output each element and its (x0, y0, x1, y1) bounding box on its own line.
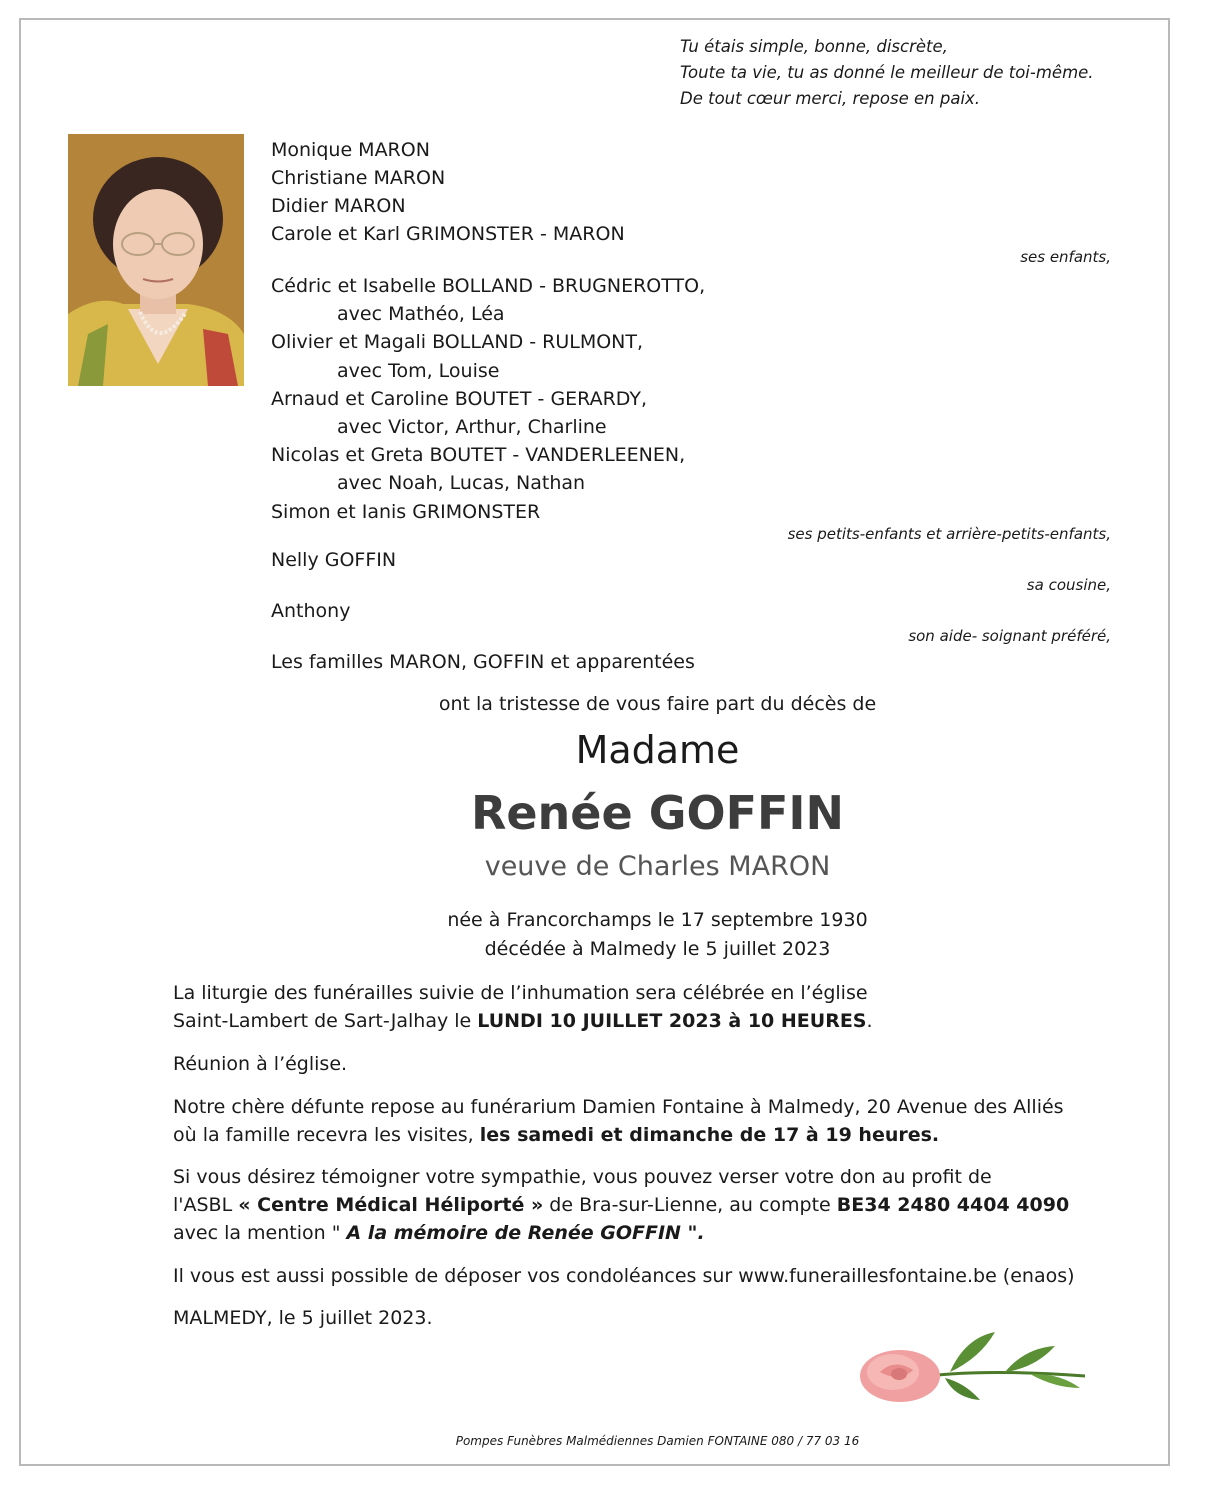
children-list (271, 136, 625, 248)
bank-account: BE34 2480 4404 4090 (836, 1194, 1070, 1216)
grandchildren-list (271, 272, 705, 526)
portrait-photo (68, 134, 244, 386)
family-member: Arnaud et Caroline BOUTET - GERARDY, (271, 387, 648, 410)
children-role: ses enfants, (1020, 248, 1111, 266)
punctuation: . (866, 1010, 873, 1032)
caregiver-role: son aide- soignant préféré, (908, 627, 1111, 645)
condolences: Il vous est aussi possible de déposer vos condoléances sur www.funeraillesfontaine.be (enaos) (173, 1265, 1075, 1287)
donation-mention: A la mémoire de Renée GOFFIN ". (346, 1222, 705, 1244)
donation-text: l'ASBL (173, 1194, 239, 1216)
poem-line: Tu étais simple, bonne, discrète, (680, 37, 948, 56)
family-member: avec Mathéo, Léa (337, 303, 505, 326)
cousin: Nelly GOFFIN (271, 549, 397, 571)
family-member: Simon et Ianis GRIMONSTER (271, 500, 541, 523)
liturgy-paragraph (173, 979, 873, 1035)
deceased-name: Renée GOFFIN (470, 786, 845, 840)
donation-line (173, 1191, 1069, 1219)
families: Les familles MARON, GOFFIN et apparentées (271, 651, 695, 673)
family-member: Carole et Karl GRIMONSTER - MARON (271, 223, 625, 245)
poem-line: De tout cœur merci, repose en paix. (680, 89, 981, 108)
visit-hours: les samedi et dimanche de 17 à 19 heures. (479, 1124, 940, 1146)
donation-line (173, 1219, 1069, 1247)
family-member: Christiane MARON (271, 167, 446, 189)
rest-line: Notre chère défunte repose au funérarium Damien Fontaine à Malmedy, 20 Avenue des Alliés (173, 1096, 1064, 1118)
announcement-title: Madame (575, 728, 740, 772)
birth-info: née à Francorchamps le 17 septembre 1930 (447, 909, 868, 931)
family-member: Cédric et Isabelle BOLLAND - BRUGNEROTTO, (271, 275, 706, 297)
donation-text: avec la mention " (173, 1222, 347, 1244)
donation-text: de Bra-sur-Lienne, au compte (543, 1194, 837, 1216)
family-member: Didier MARON (271, 195, 406, 217)
donation-line: Si vous désirez témoigner votre sympathie, vous pouvez verser votre don au profit de (173, 1166, 992, 1188)
donation-paragraph (173, 1163, 1069, 1247)
footer-funeral-home: Pompes Funèbres Malmédiennes Damien FONTAINE 080 / 77 03 16 (455, 1434, 860, 1448)
cousin-role: sa cousine, (1026, 576, 1111, 594)
place-date: MALMEDY, le 5 juillet 2023. (173, 1307, 433, 1329)
family-member: Monique MARON (271, 139, 430, 161)
liturgy-date: LUNDI 10 JUILLET 2023 à 10 HEURES (477, 1010, 867, 1032)
family-member: avec Tom, Louise (337, 359, 500, 382)
rest-paragraph (173, 1093, 1064, 1149)
rose-icon (855, 1328, 1095, 1414)
family-member: Olivier et Magali BOLLAND - RULMONT, (271, 331, 644, 354)
liturgy-line (173, 1007, 873, 1035)
grandchildren-role: ses petits-enfants et arrière-petits-enfants, (787, 525, 1111, 543)
poem-line: Toute ta vie, tu as donné le meilleur de toi-même. (680, 63, 1094, 82)
meeting-note: Réunion à l’église. (173, 1053, 348, 1075)
family-member: avec Noah, Lucas, Nathan (337, 472, 586, 495)
family-member: avec Victor, Arthur, Charline (337, 416, 607, 439)
liturgy-line: La liturgie des funérailles suivie de l’inhumation sera célébrée en l’église (173, 982, 868, 1004)
death-info: décédée à Malmedy le 5 juillet 2023 (484, 938, 831, 960)
liturgy-place: Saint-Lambert de Sart-Jalhay le (173, 1010, 478, 1032)
rest-line (173, 1121, 1064, 1149)
poem (680, 34, 1094, 112)
family-member: Nicolas et Greta BOUTET - VANDERLEENEN, (271, 444, 686, 467)
widow-of: veuve de Charles MARON (484, 851, 831, 882)
caregiver: Anthony (271, 600, 351, 622)
rest-text: où la famille recevra les visites, (173, 1124, 480, 1146)
charity-name: « Centre Médical Héliporté » (238, 1194, 544, 1216)
announcement-intro: ont la tristesse de vous faire part du décès de (438, 693, 877, 715)
